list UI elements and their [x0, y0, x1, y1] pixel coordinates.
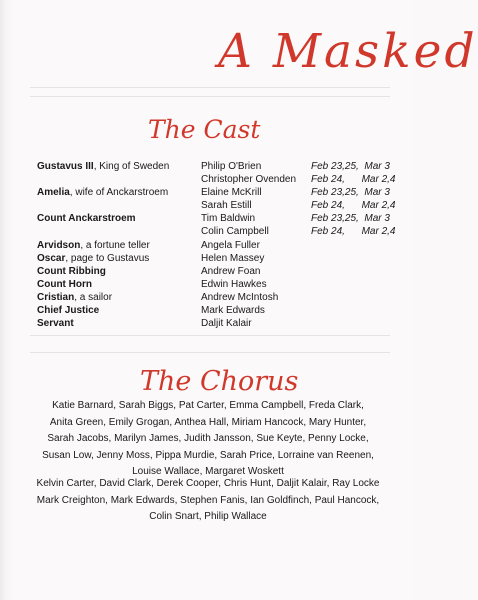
chorus-line: Anita Green, Emily Grogan, Anthea Hall, Miriam Hancock, Mary Hunter,	[49, 416, 367, 428]
role-name: Gustavus III	[37, 161, 94, 172]
role-name: Oscar	[37, 253, 66, 264]
actor-name: Helen Massey	[201, 253, 265, 264]
actor-name: Christopher Ovenden	[201, 173, 297, 185]
chorus-men-names	[28, 476, 388, 526]
chorus-line: Mark Creighton, Mark Edwards, Stephen Fanis, Ian Goldfinch, Paul Hancock,	[36, 494, 380, 506]
role	[37, 187, 168, 198]
role-name: Chief Justice	[37, 305, 100, 316]
cast-row	[0, 305, 413, 317]
role-name: Count Horn	[37, 279, 92, 290]
role-name: Amelia	[37, 187, 70, 198]
role	[37, 161, 169, 172]
role-name: Arvidson	[37, 240, 81, 251]
cast-row	[0, 318, 413, 330]
role-name: Servant	[37, 318, 74, 329]
chorus-line: Sarah Jacobs, Marilyn James, Judith Jansson, Sue Keyte, Penny Locke,	[47, 433, 369, 444]
role	[37, 253, 149, 264]
show-through-line	[30, 335, 390, 336]
role-name: Count Anckarstroem	[37, 213, 136, 224]
chorus-women-names	[28, 398, 388, 481]
cast-row	[0, 279, 413, 291]
cast-row	[0, 200, 413, 212]
role	[37, 305, 99, 316]
cast-row	[0, 292, 413, 304]
actor-name: Sarah Estill	[201, 199, 252, 211]
performance-dates: Feb 23,25, Mar 3	[311, 161, 390, 172]
performance-dates: Feb 24, Mar 2,4	[311, 173, 396, 185]
actor-name: Angela Fuller	[201, 240, 260, 251]
role-name: Count Ribbing	[37, 266, 106, 277]
actor-name: Andrew Foan	[201, 266, 261, 277]
cast-row	[0, 187, 413, 199]
role-description: , a fortune teller	[80, 240, 150, 251]
role	[37, 318, 74, 329]
role	[37, 279, 92, 290]
actor-name: Mark Edwards	[201, 305, 265, 316]
cast-row	[0, 253, 413, 265]
chorus-line: Kelvin Carter, David Clark, Derek Cooper, Chris Hunt, Daljit Kalair, Ray Locke	[36, 478, 380, 489]
cast-row	[0, 213, 413, 225]
show-through-line	[30, 96, 390, 97]
performance-dates: Feb 24, Mar 2,4	[311, 226, 396, 237]
role-description: , page to Gustavus	[65, 253, 150, 264]
chorus-line: Susan Low, Jenny Moss, Pippa Murdie, Sarah Price, Lorraine van Reenen,	[42, 449, 374, 461]
actor-name: Andrew McIntosh	[201, 292, 279, 303]
cast-row	[0, 174, 413, 186]
performance-dates: Feb 24, Mar 2,4	[311, 199, 396, 211]
role-name: Cristian	[37, 292, 75, 303]
role	[37, 292, 112, 303]
role	[37, 266, 106, 277]
actor-name: Elaine McKrill	[201, 187, 262, 198]
role-description: , a sailor	[74, 292, 113, 303]
chorus-line: Colin Snart, Philip Wallace	[149, 511, 267, 522]
cast-row	[0, 240, 413, 252]
role	[37, 213, 136, 224]
chorus-line: Louise Wallace, Margaret Woskett	[132, 466, 284, 477]
cast-row	[0, 161, 413, 173]
cast-row	[0, 226, 413, 238]
actor-name: Daljit Kalair	[201, 318, 252, 329]
role	[37, 240, 150, 251]
programme-title: A Masked	[218, 24, 478, 79]
chorus-heading: The Chorus	[140, 366, 299, 397]
performance-dates: Feb 23,25, Mar 3	[311, 187, 390, 198]
actor-name: Tim Baldwin	[201, 213, 256, 224]
cast-heading: The Cast	[148, 115, 261, 144]
performance-dates: Feb 23,25, Mar 3	[311, 213, 390, 224]
chorus-line: Katie Barnard, Sarah Biggs, Pat Carter, Emma Campbell, Freda Clark,	[52, 400, 364, 411]
actor-name: Philip O'Brien	[201, 161, 262, 172]
actor-name: Colin Campbell	[201, 226, 269, 237]
show-through-line	[30, 87, 390, 88]
role-description: , King of Sweden	[93, 161, 170, 172]
cast-row	[0, 266, 413, 278]
show-through-line	[30, 352, 390, 353]
role-description: , wife of Anckarstroem	[69, 187, 169, 198]
actor-name: Edwin Hawkes	[201, 279, 267, 290]
